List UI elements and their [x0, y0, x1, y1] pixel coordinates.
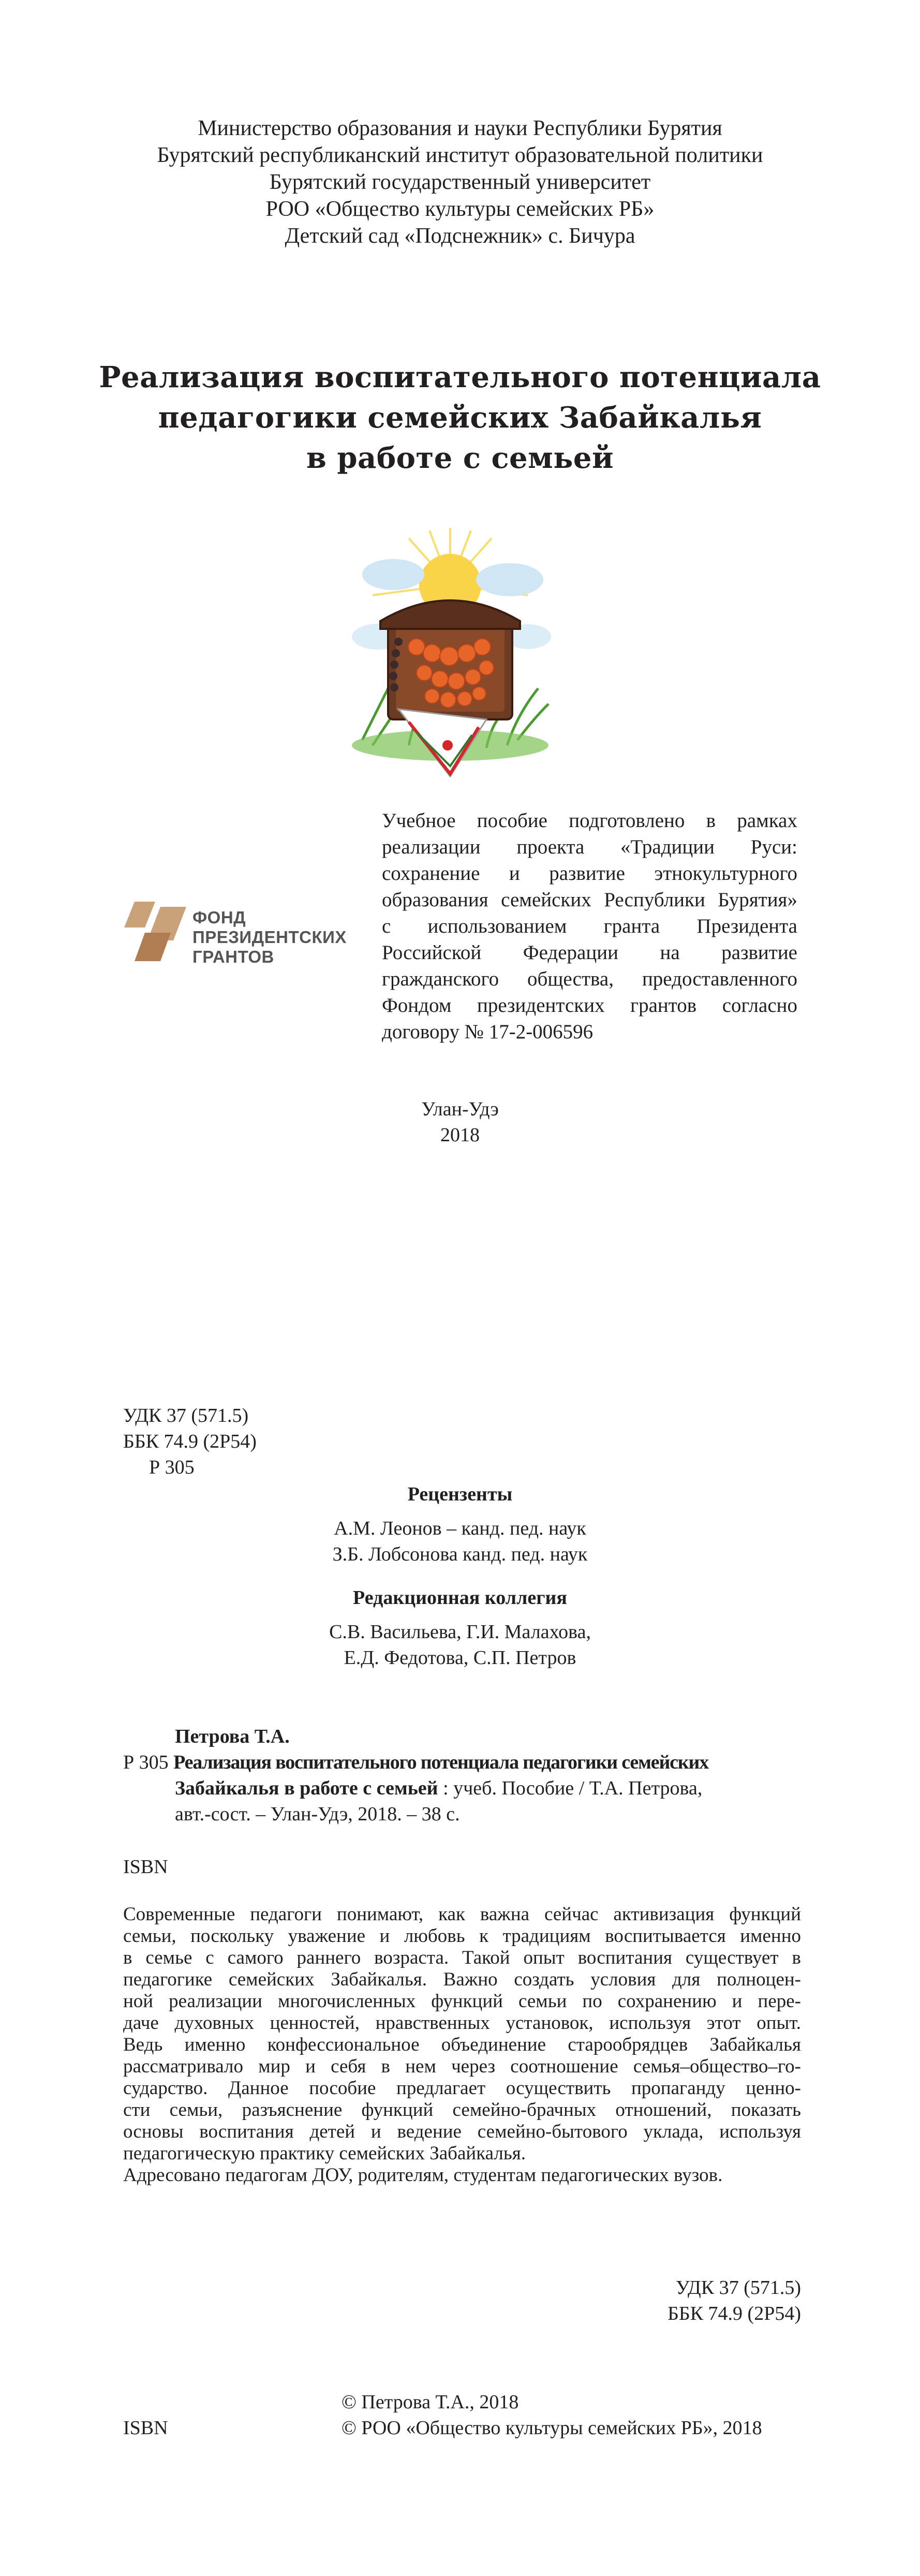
grant-line: Российской Федерации на развитие	[382, 941, 797, 964]
title-line-3: в работе с семьей	[306, 441, 614, 475]
bib-title-line-2: Забайкалья в работе с семьей	[175, 1777, 438, 1799]
bib-title-rest: : учеб. Пособие / Т.А. Петрова,	[438, 1777, 703, 1799]
abstract-line: педагогическую практику семейских Забайкалья.	[123, 2143, 526, 2164]
grant-line: с использованием гранта Президента	[382, 915, 797, 937]
isbn-label: ISBN	[123, 1856, 168, 1878]
editorial-names: С.В. Васильева, Г.И. Малахова,	[329, 1621, 591, 1643]
grant-line: гражданского общества, предоставленного	[382, 968, 797, 990]
grant-line: сохранение и развитие этнокультурного	[382, 862, 797, 885]
bib-line-3: авт.-сост. – Улан-Удэ, 2018. – 38 с.	[175, 1803, 460, 1825]
book-title	[0, 357, 920, 478]
grant-line: договору № 17-2-006596	[382, 1021, 593, 1043]
abstract-line: рассматривало мир и себя в нем через соотношение семья–общество–го-	[123, 2056, 801, 2077]
bibliographic-entry	[123, 1724, 801, 1827]
author-code: Р 305	[149, 1456, 195, 1478]
publication-year: 2018	[440, 1124, 480, 1146]
editorial-heading: Редакционная коллегия	[353, 1587, 567, 1609]
reviewer-name: З.Б. Лобсонова канд. пед. наук	[332, 1543, 588, 1565]
reviewers-heading: Рецензенты	[407, 1483, 513, 1505]
org-ministry: Министерство образования и науки Республики Бурятия	[198, 116, 722, 140]
editorial-block	[0, 1585, 920, 1671]
bottom-classification	[517, 2275, 801, 2327]
editorial-names: Е.Д. Федотова, С.П. Петров	[344, 1647, 576, 1669]
abstract-line: в семье с самого раннего возраста. Такой опыт воспитания существует в	[123, 1947, 801, 1968]
abstract-line: Адресовано педагогам ДОУ, родителям, студентам педагогических вузов.	[123, 2165, 723, 2186]
abstract-line: педагогике семейских Забайкалья. Важно создать условия для полноцен-	[123, 1969, 801, 1990]
cover-illustration	[331, 518, 569, 787]
abstract-line: сударство. Данное пособие предлагает осуществить пропаганду ценно-	[123, 2078, 801, 2099]
reviewers-block	[0, 1481, 920, 1567]
grant-line: Учебное пособие подготовлено в рамках	[382, 809, 797, 832]
title-line-2: педагогики семейских Забайкалья	[158, 401, 762, 435]
publication-city: Улан-Удэ	[421, 1098, 499, 1120]
bib-author: Петрова Т.А.	[175, 1726, 290, 1747]
fund-logo	[124, 895, 362, 978]
abstract-line: Современные педагоги понимают, как важна сейчас активизация функций	[123, 1904, 801, 1925]
org-society: РОО «Общество культуры семейских РБ»	[265, 197, 655, 221]
udk-code: УДК 37 (571.5)	[123, 1405, 249, 1426]
organizations-header	[0, 115, 920, 249]
copyright-society: © РОО «Общество культуры семейских РБ», 2018	[342, 2417, 762, 2439]
bbk-code: ББК 74.9 (2Р54)	[123, 1431, 257, 1452]
publication-info	[0, 1096, 920, 1148]
bottom-udk: УДК 37 (571.5)	[675, 2277, 801, 2299]
abstract-line: даче духовных ценностей, нравственных установок, используя этот опыт.	[123, 2012, 801, 2034]
grant-line: Фондом президентских грантов согласно	[382, 994, 797, 1017]
title-line-1: Реализация воспитательного потенциала	[99, 360, 821, 394]
abstract-line: семьи, поскольку уважение и любовь к традициям воспитывается именно	[123, 1925, 801, 1947]
fund-name-line-1: ФОНД	[192, 908, 246, 927]
chest-illustration-icon	[331, 518, 569, 787]
org-kindergarten: Детский сад «Подснежник» с. Бичура	[285, 224, 635, 248]
copyright-author: © Петрова Т.А., 2018	[342, 2391, 519, 2413]
fund-name-line-2: ПРЕЗИДЕНТСКИХ	[192, 928, 347, 947]
grant-line: образования семейских Республики Бурятия»	[382, 889, 797, 911]
reviewer-name: А.М. Леонов – канд. пед. наук	[334, 1518, 586, 1539]
abstract-line: сти семьи, разъяснение функций семейно-брачных отношений, показать	[123, 2099, 801, 2121]
fund-name-line-3: ГРАНТОВ	[192, 947, 274, 966]
fund-logo-icon	[124, 902, 186, 964]
grant-description	[382, 807, 797, 1045]
abstract-line: Ведь именно конфессиональное объединение старообрядцев Забайкалья	[123, 2034, 801, 2055]
org-institute: Бурятский республиканский институт образовательной политики	[157, 143, 763, 167]
copyright-block	[342, 2389, 802, 2441]
bib-code: Р 305	[123, 1751, 169, 1773]
org-university: Бурятский государственный университет	[269, 170, 651, 194]
bottom-bbk: ББК 74.9 (2Р54)	[667, 2303, 801, 2324]
abstract-line: основы воспитания детей и ведение семейно-бытового уклада, используя	[123, 2121, 801, 2142]
bib-title-line-1: Реализация воспитательного потенциала педагогики семейских	[173, 1751, 708, 1773]
abstract-line: ной реализации многочисленных функций семьи по сохранению и пере-	[123, 1991, 801, 2012]
isbn-label-bottom: ISBN	[123, 2417, 168, 2439]
abstract	[123, 1904, 801, 2186]
grant-line: реализации проекта «Традиции Руси:	[382, 836, 797, 858]
classification-block	[123, 1403, 434, 1480]
